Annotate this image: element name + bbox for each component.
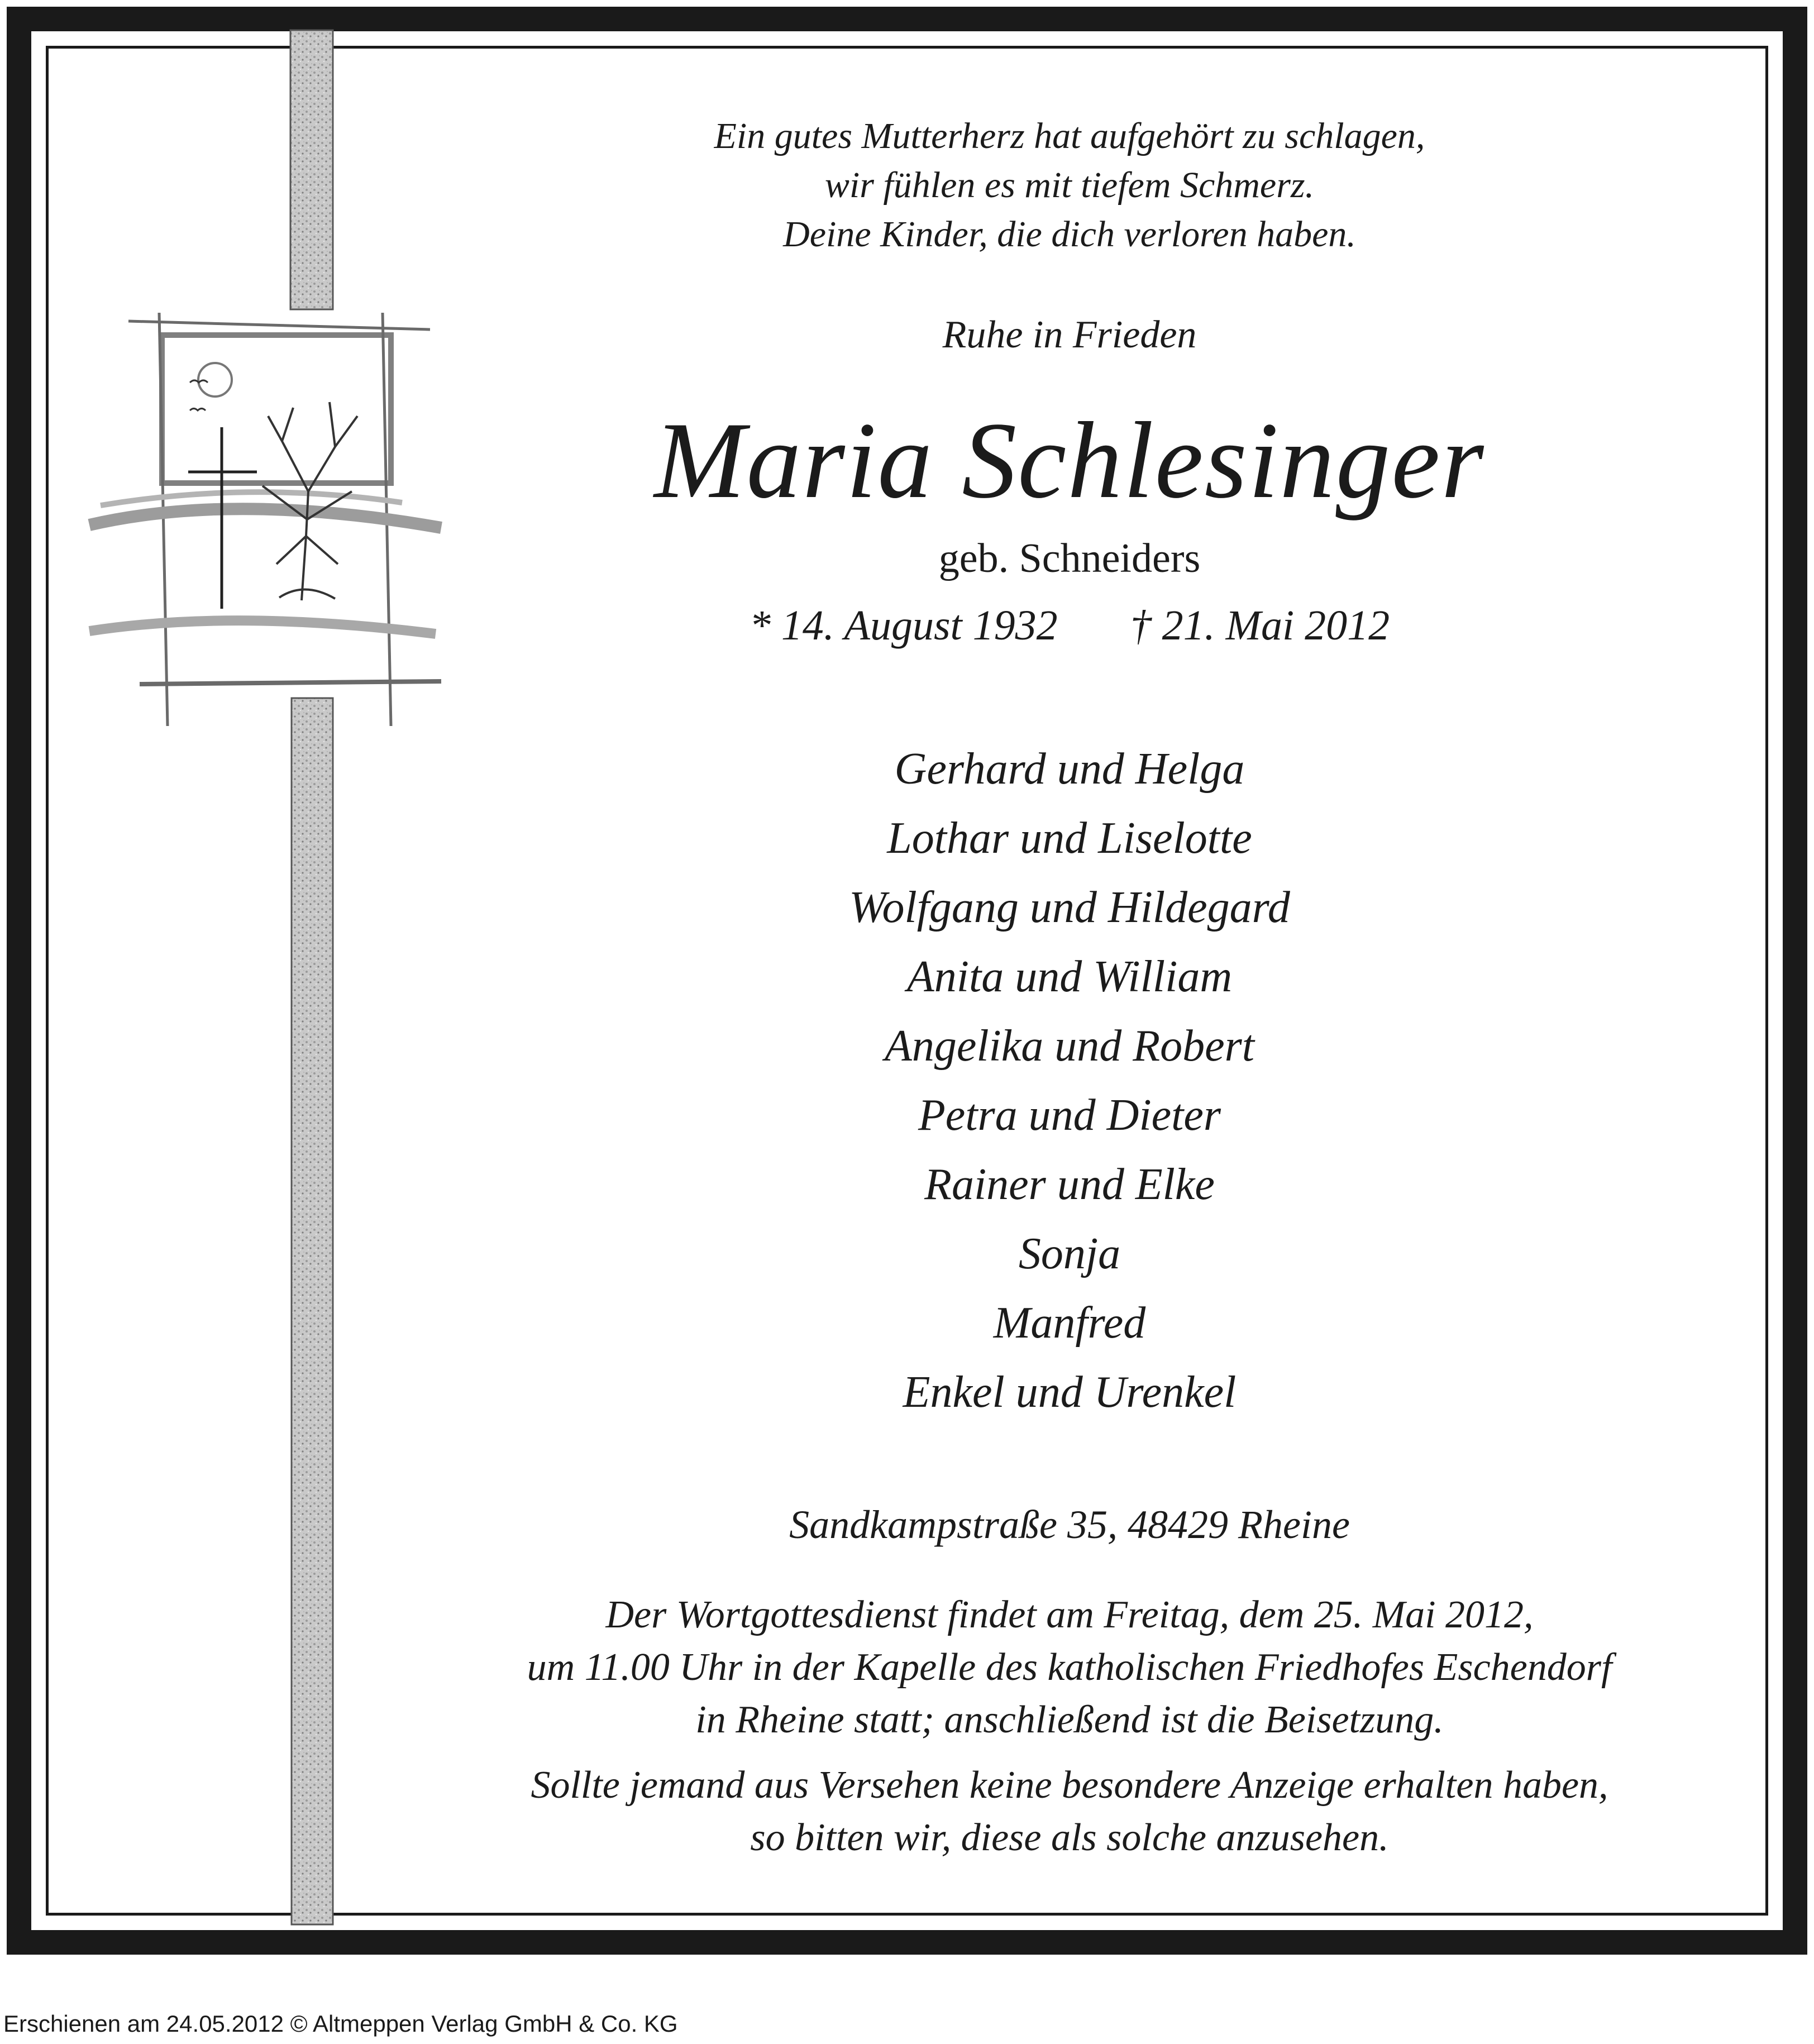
cross-icon	[188, 427, 257, 609]
family-member: Anita und William	[906, 952, 1233, 1001]
family-member: Lothar und Liselotte	[887, 814, 1252, 863]
verse-line: wir fühlen es mit tiefem Schmerz.	[824, 165, 1315, 206]
service-line: um 11.00 Uhr in der Kapelle des katholischen Friedhofes Eschendorf	[527, 1646, 1612, 1689]
picture-frame	[89, 313, 441, 726]
birth-date: * 14. August 1932	[749, 602, 1058, 649]
service-info	[424, 1589, 1715, 1746]
family-member: Rainer und Elke	[924, 1160, 1215, 1209]
verse-line: Deine Kinder, die dich verloren haben.	[783, 214, 1356, 255]
verse	[424, 112, 1715, 259]
family-member: Manfred	[993, 1298, 1146, 1348]
note-line: Sollte jemand aus Versehen keine besondere Anzeige erhalten haben,	[531, 1764, 1608, 1807]
address: Sandkampstraße 35, 48429 Rheine	[789, 1502, 1350, 1547]
family-member: Wolfgang und Hildegard	[849, 883, 1290, 932]
publication-footer: Erschienen am 24.05.2012 © Altmeppen Verlag GmbH & Co. KG	[3, 2010, 678, 2037]
rip-text: Ruhe in Frieden	[942, 313, 1197, 356]
service-line: Der Wortgottesdienst findet am Freitag, dem 25. Mai 2012,	[605, 1593, 1534, 1636]
note-line: so bitten wir, diese als solche anzusehen.	[750, 1816, 1389, 1859]
family-member: Gerhard und Helga	[894, 744, 1245, 794]
family-list	[424, 734, 1715, 1427]
family-member: Enkel und Urenkel	[903, 1368, 1237, 1417]
verse-line: Ein gutes Mutterherz hat aufgehört zu schlagen,	[714, 116, 1425, 156]
family-member: Sonja	[1018, 1229, 1121, 1278]
family-member: Angelika und Robert	[884, 1021, 1255, 1071]
deceased-name: Maria Schlesinger	[654, 400, 1485, 521]
ribbon-decoration	[290, 30, 333, 1924]
family-member: Petra und Dieter	[918, 1091, 1221, 1140]
service-line: in Rheine statt; anschließend ist die Beisetzung.	[695, 1698, 1444, 1741]
maiden-name: geb. Schneiders	[938, 536, 1201, 581]
life-dates	[424, 596, 1715, 655]
closing-note	[424, 1759, 1715, 1864]
tree-icon	[262, 402, 357, 600]
death-date: † 21. Mai 2012	[1130, 602, 1390, 649]
